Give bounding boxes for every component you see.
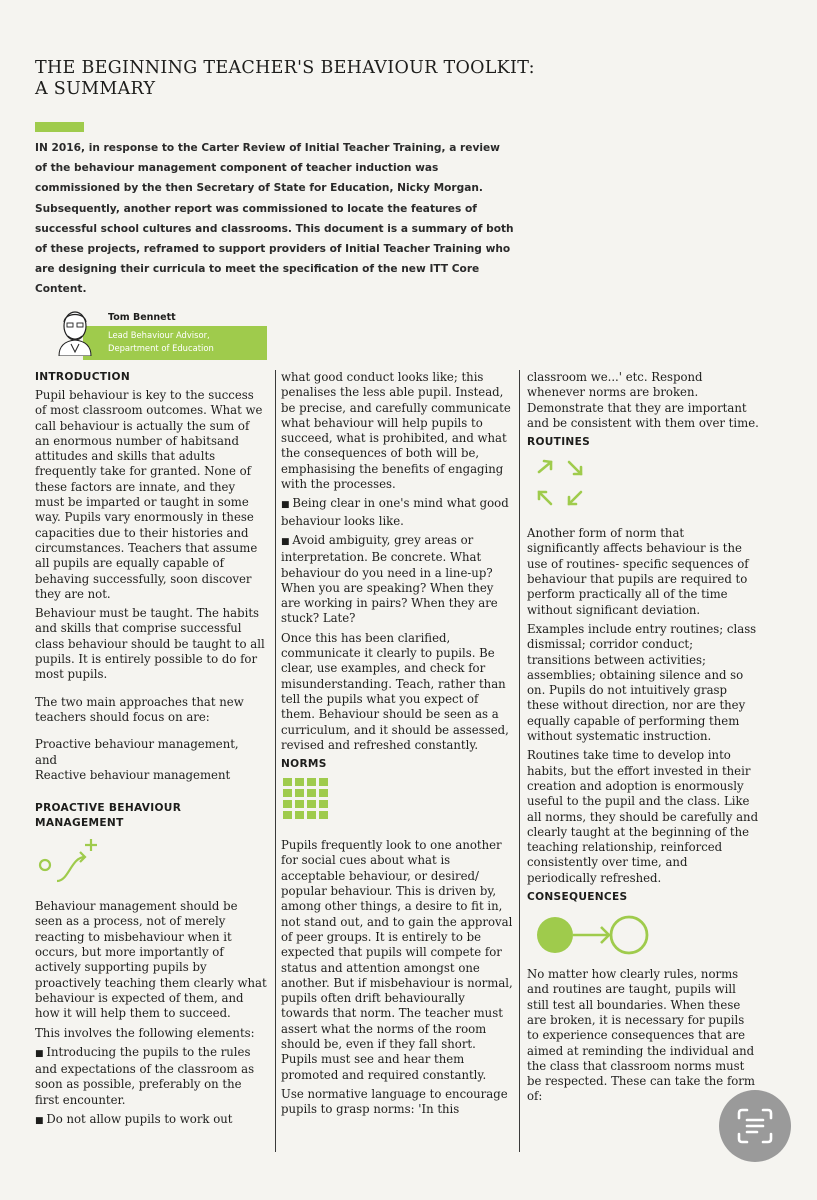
bullet-item: ■ Introducing the pupils to the rules and expectations of the classroom as soon as possible, preferably on the first encounter.	[35, 1045, 267, 1108]
paragraph: what good conduct looks like; this penalises the less able pupil. Instead, be precise, and carefully communicate what behaviour will help pupils to succeed, what is prohibited, and what the consequences of both will be, emphasising the benefits of engaging with the processes.	[281, 370, 511, 492]
column-1	[35, 370, 267, 1133]
spacer	[35, 687, 267, 695]
paragraph: No matter how clearly rules, norms and routines are taught, pupils will still test all boundaries. When these are broken, it is necessary for pupils to experience consequences that are aimed at reminding the individual and the class that classroom norms must be respected. These can take the form of:	[527, 967, 755, 1104]
paragraph: Pupils frequently look to one another for social cues about what is acceptable behaviour, or desired/ popular behaviour. This is driven by, among other things, a desire to fit in, not stand out, and to gain the approval of peer groups. It is entirely to be expected that pupils will compete for status and attention amongst one another. But if misbehaviour is normal, pupils often drift behaviourally towards that norm. The teacher must assert what the norms of the room should be, even if they fall short. Pupils must see and hear them promoted and required constantly.	[281, 838, 513, 1082]
bullet-item: ■ Do not allow pupils to work out	[35, 1112, 267, 1129]
heading-introduction: INTRODUCTION	[35, 371, 131, 383]
heading-consequences: CONSEQUENCES	[527, 891, 628, 904]
paragraph: classroom we...' etc. Respond whenever norms are broken. Demonstrate that they are important and be consistent with them over time.	[527, 370, 759, 430]
column-3	[527, 370, 759, 1109]
routines-cycle-icon	[527, 454, 597, 520]
consequences-icon	[527, 909, 657, 961]
title-line-2: A SUMMARY	[35, 79, 156, 99]
author-role	[108, 329, 258, 355]
paragraph: The two main approaches that new teachers should focus on are:	[35, 694, 244, 724]
author-portrait-icon	[45, 306, 105, 356]
paragraph: Pupil behaviour is key to the success of most classroom outcomes. What we call behaviour is actually the sum of an enormous number of habitsand attitudes and skills that adults frequently take for granted. None of these factors are innate, and they must be imparted or taught in some way. Pupils vary enormously in these capacities due to their histories and circumstances. Teachers that assume all pupils are equally capable of behaving successfully, soon discover they are not.	[35, 388, 263, 601]
heading-norms: NORMS	[281, 758, 327, 771]
heading-routines: ROUTINES	[527, 436, 591, 449]
accent-bar	[35, 122, 84, 132]
spacer	[35, 729, 267, 737]
bullet-item: ■ Avoid ambiguity, grey areas or interpretation. Be concrete. What behaviour do you need in a line-up? When you are speaking? When they are working in pairs? When they are stuck? Late?	[281, 533, 513, 627]
author-role-line-1: Lead Behaviour Advisor,	[108, 330, 210, 340]
intro-paragraph: IN 2016, in response to the Carter Review of Initial Teacher Training, a review of the behaviour management component of teacher induction was commissioned by the then Secretary of State for Education, Nicky Morgan. Subsequently, another report was commissioned to locate the features of successful school cultures and classrooms. This document is a summary of both of these projects, reframed to support providers of Initial Teacher Training who are designing their curricula to meet the specification of the new ITT Core Content.	[35, 142, 514, 296]
title-line-1: THE BEGINNING TEACHER'S BEHAVIOUR TOOLKIT:	[35, 58, 535, 78]
scan-text-icon	[735, 1106, 775, 1146]
bullet-item: ■ Being clear in one's mind what good behaviour looks like.	[281, 496, 513, 529]
page-title	[35, 58, 595, 100]
norms-grid-icon	[281, 776, 341, 832]
column-divider	[275, 370, 276, 1152]
proactive-path-icon	[35, 835, 115, 893]
paragraph: This involves the following elements:	[35, 1025, 255, 1040]
approach-item: Reactive behaviour management	[35, 767, 231, 782]
author-role-line-2: Department of Education	[108, 343, 214, 353]
spacer	[35, 783, 267, 801]
paragraph: Examples include entry routines; class dismissal; corridor conduct; transitions between activities; assemblies; obtaining silence and so on. Pupils do not intuitively grasp these without direction, nor are they equally capable of performing them without systematic instruction.	[527, 621, 757, 744]
paragraph: Another form of norm that significantly affects behaviour is the use of routines- specific sequences of behaviour that pupils are required to perform practically all of the time without significant deviation.	[527, 526, 749, 617]
approach-item: and	[35, 752, 57, 767]
paragraph: Once this has been clarified, communicate it clearly to pupils. Be clear, use examples, and check for misunderstanding. Teach, rather than tell the pupils what you expect of them. Behaviour should be seen as a curriculum, and it should be assessed, revised and refreshed constantly.	[281, 630, 509, 752]
column-2	[281, 370, 513, 1121]
heading-proactive: PROACTIVE BEHAVIOUR MANAGEMENT	[35, 802, 182, 830]
paragraph: Use normative language to encourage pupils to grasp norms: 'In this	[281, 1086, 508, 1117]
approach-item: Proactive behaviour management,	[35, 737, 239, 752]
paragraph: Behaviour management should be seen as a process, not of merely reacting to misbehaviour when it occurs, but more importantly of actively supporting pupils by proactively teaching them clearly what behaviour is expected of them, and how it will help them to succeed.	[35, 899, 267, 1021]
column-divider	[519, 370, 520, 1152]
paragraph: Routines take time to develop into habits, but the effort invested in their creation and adoption is enormously useful to the pupil and the class. Like all norms, they should be carefully and clearly taught at the beginning of the teaching relationship, reinforced consistently over time, and periodically refreshed.	[527, 748, 759, 885]
scan-text-button[interactable]	[719, 1090, 791, 1162]
paragraph: Behaviour must be taught. The habits and skills that comprise successful class behaviour should be taught to all pupils. It is entirely possible to do for most pupils.	[35, 606, 265, 682]
author-name: Tom Bennett	[108, 312, 176, 323]
author-byline	[35, 306, 267, 356]
